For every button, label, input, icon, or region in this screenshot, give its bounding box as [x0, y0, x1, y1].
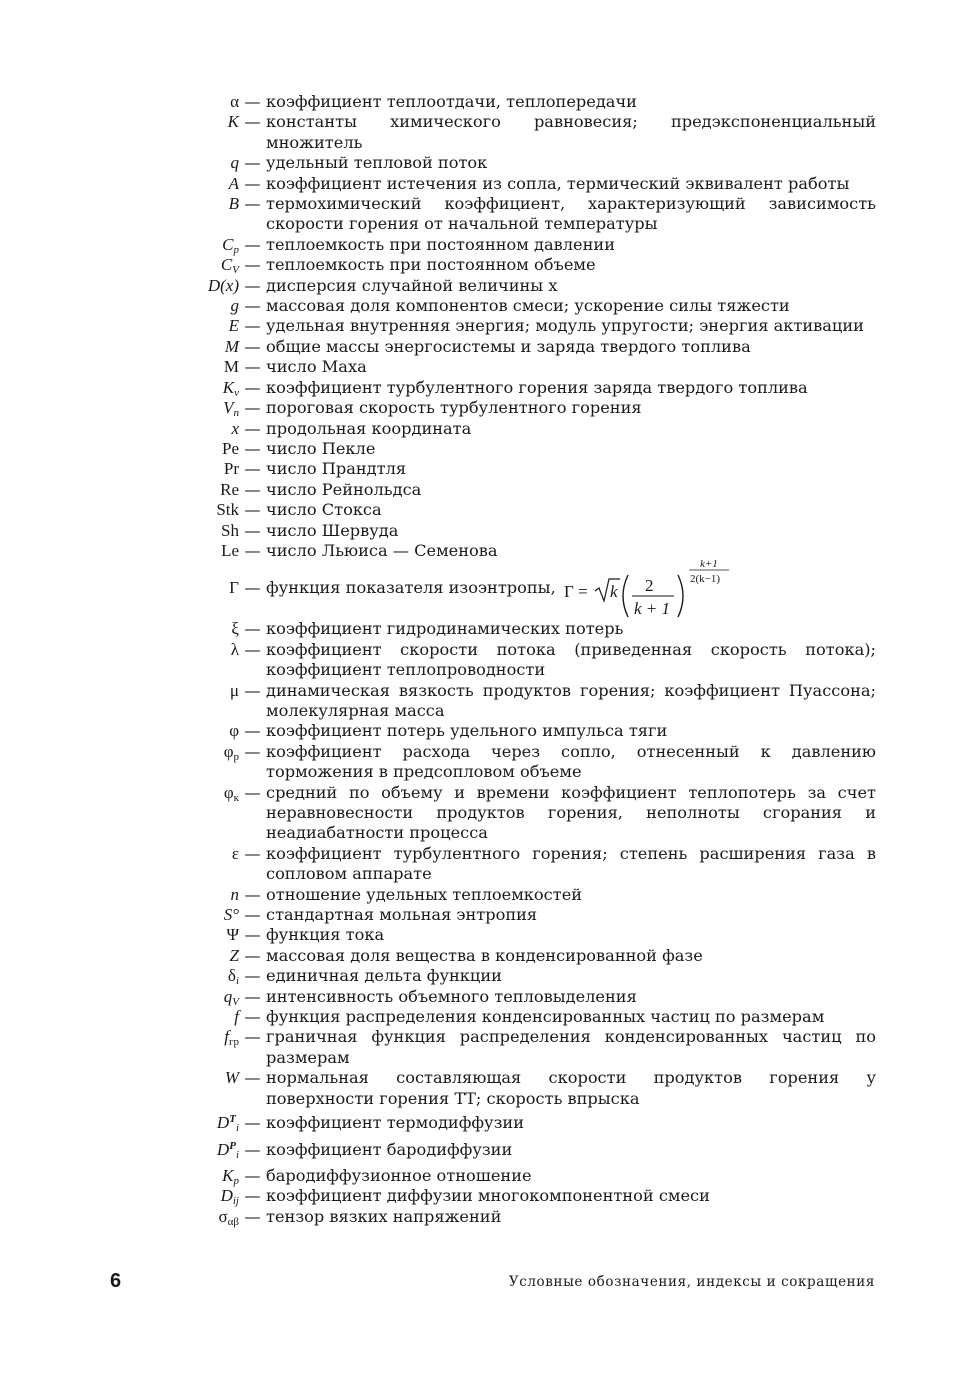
- entry-definition: нормальная составляющая скорости продуктов горения у поверхности горения ТТ; скорость впрыска: [266, 1068, 876, 1108]
- formula-caption: функция показателя изоэнтропы,: [266, 578, 556, 598]
- page-number: 6: [110, 1270, 122, 1292]
- entry-dash: —: [244, 479, 261, 499]
- entry-dash: —: [244, 520, 261, 540]
- entry-definition: отношение удельных теплоемкостей: [266, 884, 583, 904]
- glossary-entry: [185, 1186, 885, 1206]
- entry-dash: —: [244, 1139, 261, 1159]
- glossary-entry: [185, 357, 885, 377]
- entry-definition: число Стокса: [266, 500, 382, 520]
- entry-symbol: $q_V$: [223, 986, 239, 1008]
- entry-dash: —: [244, 1068, 261, 1088]
- glossary-entry: [185, 987, 885, 1007]
- entry-definition: число Шервуда: [266, 520, 399, 540]
- glossary-entry: [185, 194, 885, 235]
- left-paren: [623, 575, 628, 617]
- entry-symbol: $C_p$: [222, 234, 239, 256]
- entry-symbol: Z: [229, 945, 239, 965]
- formula-lhs: Γ =: [563, 582, 588, 602]
- entry-dash: —: [244, 418, 261, 438]
- sqrt-radicand: k: [609, 582, 618, 602]
- entry-symbol: Pe: [222, 438, 239, 458]
- entry-definition: общие массы энергосистемы и заряда твердого топлива: [266, 336, 751, 356]
- entry-definition: интенсивность объемного тепловыделения: [266, 986, 637, 1006]
- entry-symbol: λ: [230, 639, 239, 659]
- entry-dash: —: [244, 500, 261, 520]
- entry-definition: коэффициент расхода через сопло, отнесенный к давлению торможения в предсопловом объеме: [266, 741, 876, 782]
- glossary-entry: [185, 925, 885, 945]
- glossary-entry: [185, 459, 885, 479]
- glossary-entry: [185, 844, 885, 885]
- entry-dash: —: [244, 173, 261, 193]
- entry-dash: —: [244, 905, 261, 925]
- entry-dash: —: [244, 578, 261, 598]
- entry-dash: —: [244, 112, 261, 132]
- entry-definition: массовая доля вещества в конденсированной фазе: [266, 945, 703, 965]
- entry-symbol: K: [227, 112, 239, 132]
- entry-symbol: g: [230, 296, 239, 316]
- page-footer: [110, 1270, 875, 1294]
- entry-dash: —: [244, 721, 261, 741]
- entry-definition: коэффициент диффузии многокомпонентной смеси: [266, 1186, 710, 1206]
- entry-dash: —: [244, 1206, 261, 1226]
- entry-definition: число Рейнольдса: [266, 479, 422, 499]
- glossary-entry: [185, 640, 885, 681]
- entry-symbol: q: [230, 153, 239, 173]
- glossary-entry: [185, 112, 885, 153]
- entry-symbol: $K_p$: [222, 1165, 239, 1187]
- entry-dash: —: [244, 1165, 261, 1185]
- glossary-entry: [185, 480, 885, 500]
- entry-dash: —: [244, 1113, 261, 1133]
- entry-dash: —: [244, 741, 261, 761]
- glossary-entry-gamma: [185, 557, 885, 619]
- entry-dash: —: [244, 945, 261, 965]
- glossary-entry: [185, 235, 885, 255]
- glossary-entry: [185, 316, 885, 336]
- entry-symbol: Re: [220, 479, 239, 499]
- entry-definition: пороговая скорость турбулентного горения: [266, 398, 642, 418]
- entry-symbol: Sh: [221, 520, 239, 540]
- entry-dash: —: [244, 398, 261, 418]
- entry-dash: —: [244, 92, 261, 111]
- entry-symbol: $D_{ij}$: [220, 1186, 239, 1208]
- glossary-entry: [185, 439, 885, 459]
- glossary-entry: [185, 1166, 885, 1186]
- glossary-entry: [185, 946, 885, 966]
- glossary-entry: [185, 905, 885, 925]
- entry-definition: удельная внутренняя энергия; модуль упругости; энергия активации: [266, 316, 864, 336]
- entry-definition: коэффициент истечения из сопла, термический эквивалент работы: [266, 173, 850, 193]
- glossary-entry: [185, 419, 885, 439]
- entry-dash: —: [244, 153, 261, 173]
- entry-symbol: Γ: [229, 578, 239, 598]
- entry-dash: —: [244, 619, 261, 639]
- glossary-entry: [185, 174, 885, 194]
- glossary-entry: [185, 966, 885, 986]
- entry-symbol: E: [228, 316, 239, 336]
- entry-definition: тензор вязких напряжений: [266, 1206, 502, 1226]
- entry-symbol: $D^P_i$: [216, 1139, 239, 1161]
- entry-definition: коэффициент теплоотдачи, теплопередачи: [266, 92, 637, 111]
- entry-symbol: D(x): [207, 275, 239, 295]
- glossary-entry: [185, 1027, 885, 1068]
- entry-dash: —: [244, 234, 261, 254]
- entry-definition: стандартная мольная энтропия: [266, 905, 538, 925]
- entry-dash: —: [244, 377, 261, 397]
- right-paren: [678, 575, 683, 617]
- entry-symbol: $K_v$: [222, 377, 239, 399]
- glossary-entry: [185, 1140, 885, 1160]
- entry-symbol: M: [224, 336, 239, 356]
- entry-definition: коэффициент бародиффузии: [266, 1139, 513, 1159]
- entry-symbol: $V_n$: [223, 398, 239, 420]
- entry-definition: число Прандтля: [266, 459, 407, 479]
- entry-definition: единичная дельта функции: [266, 966, 502, 986]
- entry-dash: —: [244, 639, 261, 659]
- entry-definition: теплоемкость при постоянном давлении: [266, 234, 615, 254]
- exponent-numerator: k+1: [699, 558, 718, 571]
- entry-definition: коэффициент скорости потока (приведенная скорость потока); коэффициент теплопроводности: [266, 639, 876, 680]
- glossary-entry: [185, 1007, 885, 1027]
- entry-dash: —: [244, 194, 261, 214]
- entry-symbol: α: [230, 92, 239, 111]
- entry-definition: массовая доля компонентов смеси; ускорение силы тяжести: [266, 296, 790, 316]
- fraction-denominator: k + 1: [633, 599, 670, 619]
- entry-symbol: Pr: [223, 459, 239, 479]
- entry-dash: —: [244, 680, 261, 700]
- glossary-entry: [185, 619, 885, 639]
- running-title: Условные обозначения, индексы и сокращения: [508, 1274, 875, 1290]
- entry-symbol: x: [231, 418, 239, 438]
- entry-definition: число Пекле: [266, 438, 376, 458]
- entry-symbol: $C_V$: [220, 255, 239, 277]
- entry-definition: средний по объему и времени коэффициент теплопотерь за счет неравновесности продуктов горения, неполноты сгорания и неадиабатности процесса: [266, 782, 876, 843]
- entry-dash: —: [244, 357, 261, 377]
- entry-symbol: $D^T_i$: [216, 1113, 239, 1135]
- glossary-entry: [185, 885, 885, 905]
- entry-dash: —: [244, 843, 261, 863]
- entry-dash: —: [244, 275, 261, 295]
- entry-symbol: $f_{гр}$: [224, 1027, 239, 1049]
- entry-dash: —: [244, 966, 261, 986]
- entry-dash: —: [244, 782, 261, 802]
- glossary-entry: [185, 276, 885, 296]
- entry-definition: коэффициент турбулентного горения; степень расширения газа в сопловом аппарате: [266, 843, 876, 884]
- glossary-entry: [185, 1113, 885, 1133]
- entry-definition: коэффициент термодиффузии: [266, 1113, 524, 1133]
- entry-dash: —: [244, 438, 261, 458]
- entry-symbol: Stk: [216, 500, 239, 520]
- entry-definition: коэффициент гидродинамических потерь: [266, 619, 624, 639]
- entry-symbol: S°: [223, 905, 239, 925]
- entry-dash: —: [244, 459, 261, 479]
- glossary-entry: [185, 296, 885, 316]
- entry-symbol: $\sigma_{\alpha\beta}$: [218, 1206, 239, 1228]
- glossary-entry: [185, 742, 885, 783]
- entry-symbol: μ: [229, 680, 239, 700]
- entry-symbol: $\varphi_р$: [223, 741, 239, 763]
- glossary-entry: [185, 500, 885, 520]
- entry-dash: —: [244, 1027, 261, 1047]
- entry-definition: динамическая вязкость продуктов горения; коэффициент Пуассона; молекулярная масса: [266, 680, 876, 720]
- symbol-glossary: [185, 92, 885, 1227]
- entry-definition: термохимический коэффициент, характеризующий зависимость скорости горения от начальной температуры: [266, 194, 876, 234]
- entry-symbol: Ψ: [226, 925, 239, 945]
- glossary-entry: [185, 521, 885, 541]
- gamma-formula: [564, 557, 734, 619]
- entry-symbol: ξ: [231, 619, 239, 639]
- entry-symbol: $\delta_i$: [227, 966, 239, 988]
- entry-dash: —: [244, 986, 261, 1006]
- glossary-entry: [185, 681, 885, 722]
- glossary-entry: [185, 721, 885, 741]
- entry-symbol: Le: [221, 540, 239, 560]
- fraction-numerator: 2: [644, 576, 654, 596]
- glossary-entry: [185, 783, 885, 844]
- entry-symbol: M: [223, 357, 239, 377]
- entry-symbol: n: [230, 884, 239, 904]
- entry-dash: —: [244, 296, 261, 316]
- entry-symbol: $\varphi_к$: [223, 782, 239, 804]
- entry-definition: дисперсия случайной величины x: [266, 275, 558, 295]
- entry-definition: число Льюиса — Семенова: [266, 540, 498, 560]
- entry-definition: удельный тепловой поток: [266, 153, 488, 173]
- glossary-entry: [185, 337, 885, 357]
- entry-dash: —: [244, 884, 261, 904]
- entry-dash: —: [244, 540, 261, 560]
- entry-definition: функция тока: [266, 925, 385, 945]
- exponent-denominator: 2(k−1): [689, 573, 720, 586]
- glossary-entry: [185, 1207, 885, 1227]
- entry-symbol: f: [234, 1007, 239, 1027]
- entry-dash: —: [244, 1186, 261, 1206]
- entry-definition: [266, 557, 876, 619]
- entry-dash: —: [244, 1007, 261, 1027]
- glossary-entry: [185, 153, 885, 173]
- entry-definition: коэффициент турбулентного горения заряда твердого топлива: [266, 377, 808, 397]
- entry-definition: бародиффузионное отношение: [266, 1165, 532, 1185]
- entry-definition: продольная координата: [266, 418, 472, 438]
- entry-dash: —: [244, 255, 261, 275]
- entry-definition: коэффициент потерь удельного импульса тяги: [266, 721, 668, 741]
- glossary-entry: [185, 255, 885, 275]
- glossary-entry: [185, 92, 885, 112]
- entry-definition: число Маха: [266, 357, 367, 377]
- entry-symbol: φ: [229, 721, 239, 741]
- entry-definition: константы химического равновесия; предэкспоненциальный множитель: [266, 112, 876, 152]
- entry-dash: —: [244, 336, 261, 356]
- glossary-entry: [185, 378, 885, 398]
- entry-definition: граничная функция распределения конденсированных частиц по размерам: [266, 1027, 876, 1067]
- entry-symbol: A: [228, 173, 239, 193]
- glossary-entry: [185, 398, 885, 418]
- entry-symbol: B: [228, 194, 239, 214]
- glossary-entry: [185, 1068, 885, 1109]
- entry-dash: —: [244, 925, 261, 945]
- entry-definition: функция распределения конденсированных частиц по размерам: [266, 1007, 825, 1027]
- entry-symbol: W: [224, 1068, 239, 1088]
- entry-dash: —: [244, 316, 261, 336]
- entry-definition: теплоемкость при постоянном объеме: [266, 255, 596, 275]
- entry-symbol: ε: [231, 843, 239, 863]
